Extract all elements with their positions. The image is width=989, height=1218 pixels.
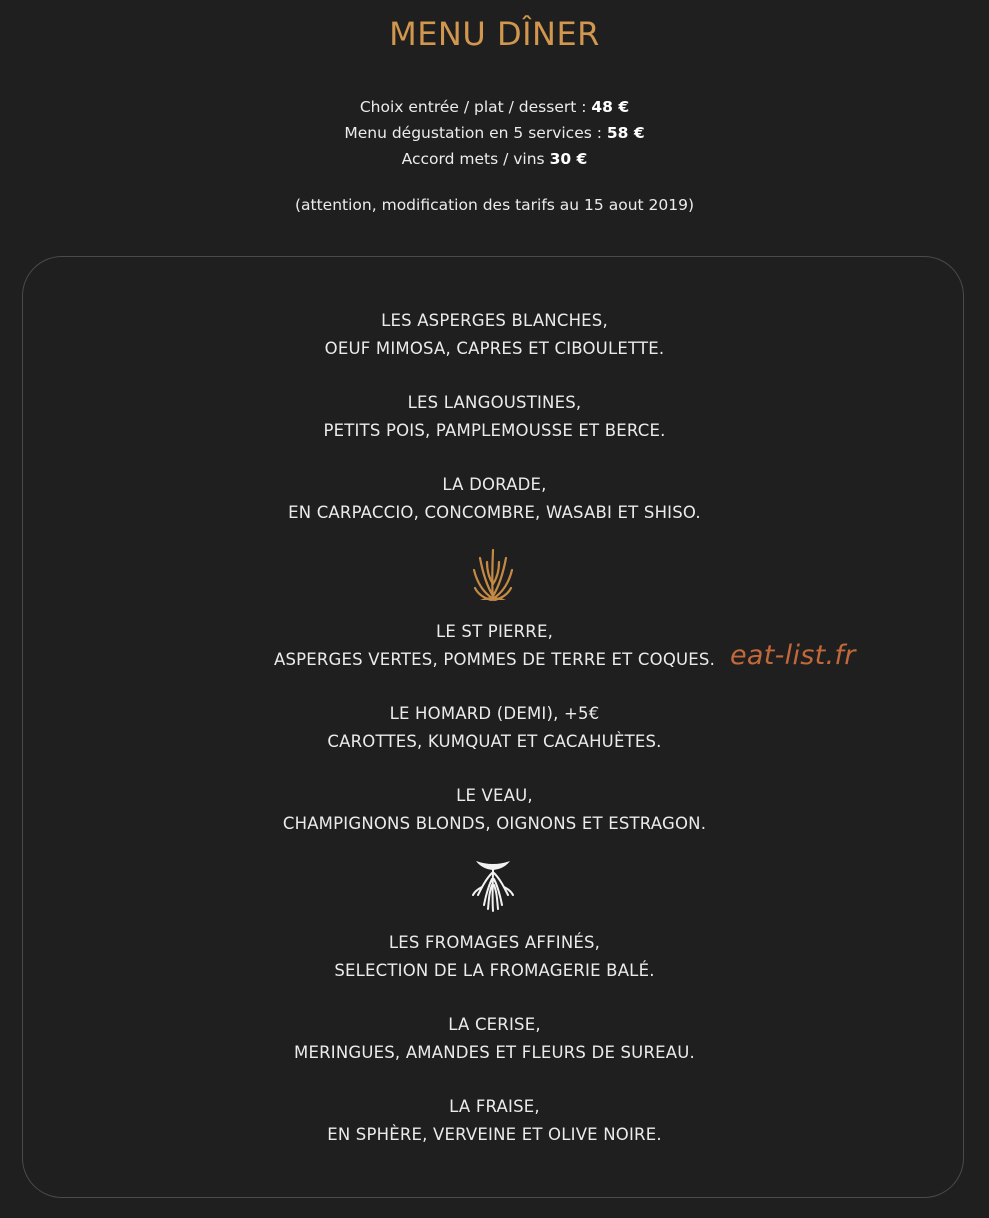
course-title: LA DORADE, [442, 475, 547, 494]
price-value: 58 € [606, 124, 645, 142]
price-line [0, 120, 989, 146]
course-title: LE VEAU, [456, 786, 533, 805]
menu-course [0, 1093, 989, 1149]
seaweed-icon [470, 544, 516, 602]
course-title: LA CERISE, [448, 1015, 541, 1034]
menu-course [0, 307, 989, 363]
course-description: EN SPHÈRE, VERVEINE ET OLIVE NOIRE. [327, 1125, 662, 1144]
price-label: Choix entrée / plat / dessert : [359, 98, 592, 116]
menu-course [0, 782, 989, 838]
menu-title: MENU DÎNER [389, 15, 600, 53]
course-title: LES ASPERGES BLANCHES, [381, 311, 608, 330]
price-list [0, 94, 989, 172]
menu-course [0, 471, 989, 527]
menu-course [0, 929, 989, 985]
price-line [0, 94, 989, 120]
course-description: PETITS POIS, PAMPLEMOUSSE ET BERCE. [323, 421, 666, 440]
menu-course [0, 1011, 989, 1067]
course-description: MERINGUES, AMANDES ET FLEURS DE SUREAU. [294, 1043, 695, 1062]
tariff-notice: (attention, modification des tarifs au 15 aout 2019) [294, 196, 695, 214]
price-value: 48 € [591, 98, 630, 116]
course-title: LE HOMARD (DEMI), +5€ [389, 704, 600, 723]
course-title: LES FROMAGES AFFINÉS, [388, 933, 601, 952]
price-line [0, 146, 989, 172]
course-description: SELECTION DE LA FROMAGERIE BALÉ. [334, 961, 655, 980]
course-title: LA FRAISE, [449, 1097, 540, 1116]
course-description: CAROTTES, KUMQUAT ET CACAHUÈTES. [327, 732, 662, 751]
price-value: 30 € [549, 150, 588, 168]
price-label: Menu dégustation en 5 services : [344, 124, 607, 142]
menu-course [0, 389, 989, 445]
watermark: eat-list.fr [730, 640, 856, 671]
course-description: OEUF MIMOSA, CAPRES ET CIBOULETTE. [324, 339, 665, 358]
course-description: CHAMPIGNONS BLONDS, OIGNONS ET ESTRAGON. [282, 814, 707, 833]
course-description: EN CARPACCIO, CONCOMBRE, WASABI ET SHISO. [288, 503, 701, 522]
course-title: LE ST PIERRE, [435, 622, 554, 641]
course-title: LES LANGOUSTINES, [407, 393, 582, 412]
menu-course [0, 700, 989, 756]
course-description: ASPERGES VERTES, POMMES DE TERRE ET COQUES. [273, 650, 716, 669]
root-icon [470, 855, 516, 913]
price-label: Accord mets / vins [401, 150, 550, 168]
